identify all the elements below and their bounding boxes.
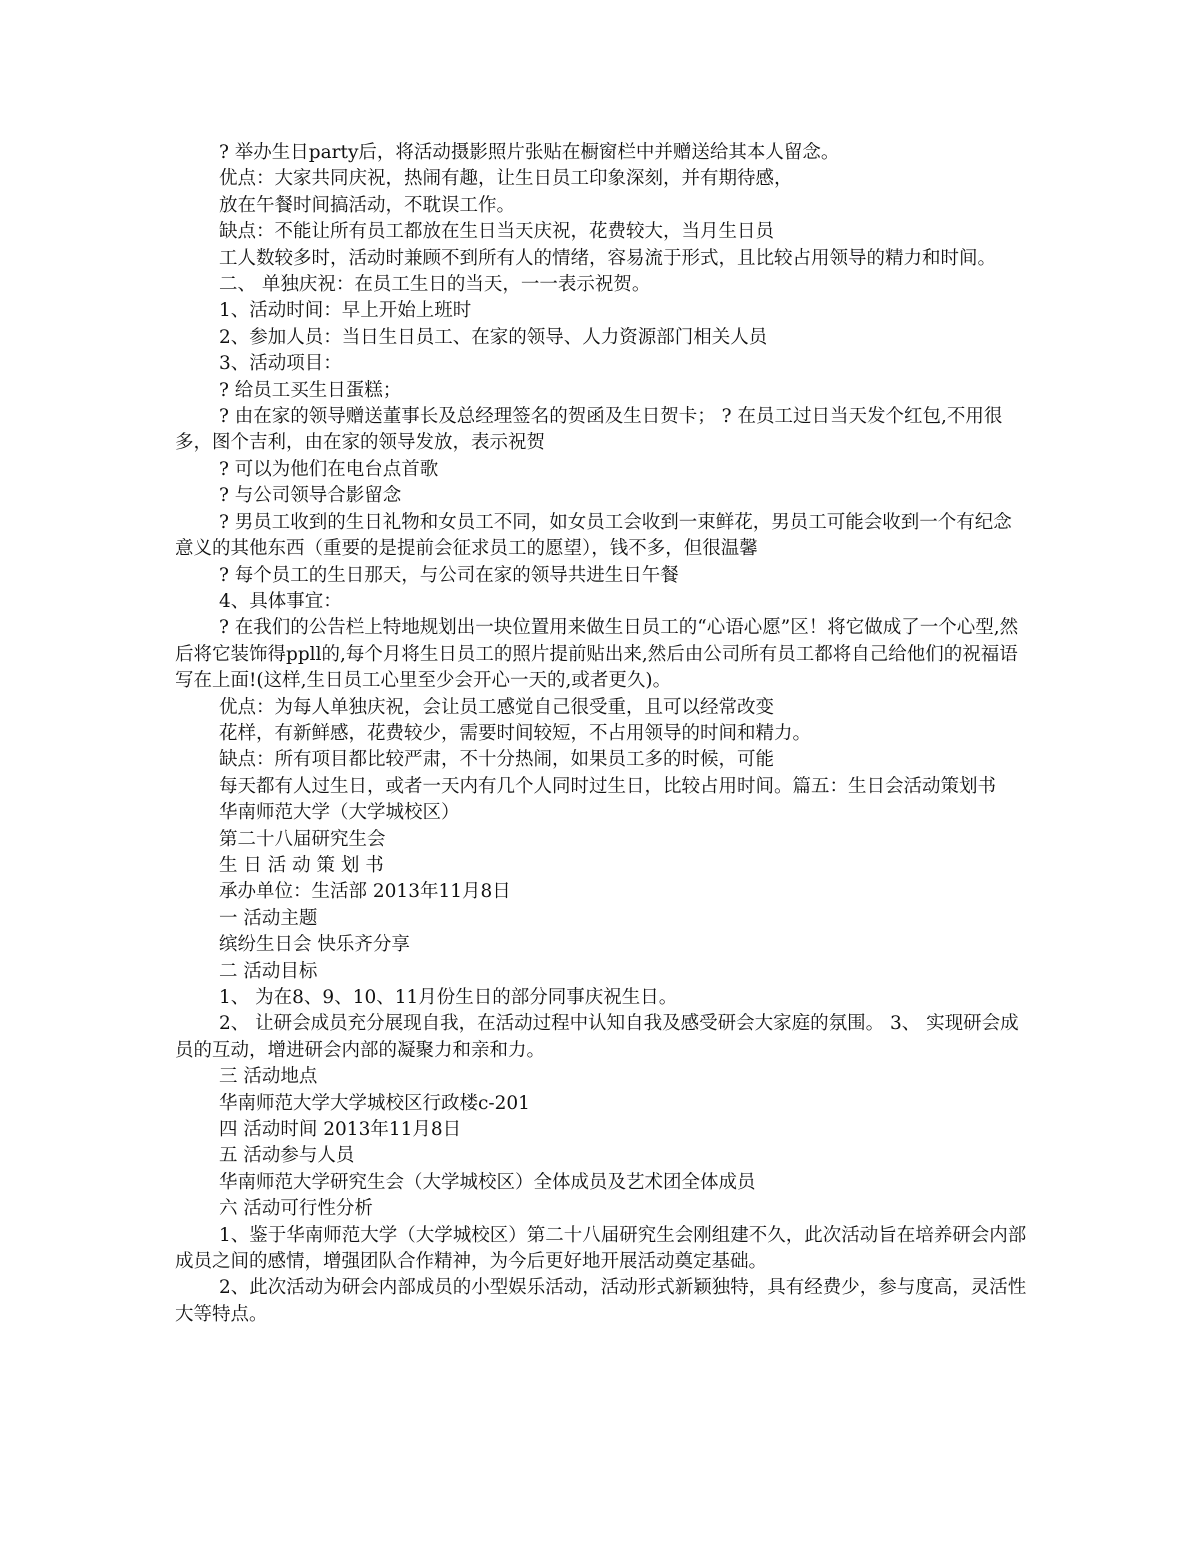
doc-title: 生 日 活 动 策 划 书 bbox=[219, 854, 384, 876]
section-heading: 三 活动地点 bbox=[219, 1066, 318, 1088]
paragraph: 华南师范大学研究生会（大学城校区）全体成员及艺术团全体成员 bbox=[219, 1171, 756, 1193]
doc-org-subtitle: 第二十八届研究生会 bbox=[219, 828, 386, 850]
list-item: ? 与公司领导合影留念 bbox=[219, 485, 402, 507]
section-heading: 二、 单独庆祝：在员工生日的当天，一一表示祝贺。 bbox=[219, 274, 651, 296]
list-item: ? 在我们的公告栏上特地规划出一块位置用来做生日员工的“心语心愿”区！将它做成了一个心型,然后将它装饰得ppll的,每个月将生日员工的照片提前贴出来,然后由公司所有员工都将自己给他们的祝福语写在上面!(这样,生日员工心里至少会开心一天的,或者更久)。 bbox=[175, 617, 1019, 692]
paragraph: 工人数较多时，活动时兼顾不到所有人的情绪，容易流于形式，且比较占用领导的精力和时间。 bbox=[219, 247, 997, 269]
section-heading: 六 活动可行性分析 bbox=[219, 1198, 373, 1220]
paragraph: 2、 让研会成员充分展现自我，在活动过程中认知自我及感受研会大家庭的氛围。 3、 实现研会成员的互动，增进研会内部的凝聚力和亲和力。 bbox=[175, 1013, 1019, 1061]
paragraph: 花样，有新鲜感，花费较少，需要时间较短，不占用领导的时间和精力。 bbox=[219, 722, 812, 744]
list-item: ? 可以为他们在电台点首歌 bbox=[219, 458, 439, 480]
paragraph: 缺点：不能让所有员工都放在生日当天庆祝，花费较大，当月生日员 bbox=[219, 221, 775, 243]
section-heading: 一 活动主题 bbox=[219, 907, 318, 929]
document-body bbox=[175, 140, 1030, 1328]
paragraph: 2、此次活动为研会内部成员的小型娱乐活动，活动形式新颖独特，具有经费少，参与度高，灵活性大等特点。 bbox=[175, 1277, 1027, 1325]
paragraph: 1、鉴于华南师范大学（大学城校区）第二十八届研究生会刚组建不久，此次活动旨在培养研会内部成员之间的感情，增强团队合作精神，为今后更好地开展活动奠定基础。 bbox=[175, 1224, 1027, 1273]
paragraph: 3、活动项目： bbox=[219, 353, 342, 375]
paragraph: 4、具体事宜： bbox=[219, 590, 342, 612]
list-item: ? 每个员工的生日那天，与公司在家的领导共进生日午餐 bbox=[219, 564, 679, 586]
paragraph: 缺点：所有项目都比较严肃，不十分热闹，如果员工多的时候，可能 bbox=[219, 749, 775, 771]
paragraph: 缤纷生日会 快乐齐分享 bbox=[219, 934, 410, 956]
paragraph: 1、 为在8、9、10、11月份生日的部分同事庆祝生日。 bbox=[219, 987, 678, 1008]
paragraph: 优点：为每人单独庆祝，会让员工感觉自己很受重，且可以经常改变 bbox=[219, 696, 775, 718]
paragraph: 放在午餐时间搞活动，不耽误工作。 bbox=[219, 194, 516, 216]
paragraph: 1、活动时间：早上开始上班时 bbox=[219, 300, 472, 322]
section-heading: 四 活动时间 2013年11月8日 bbox=[219, 1119, 462, 1141]
doc-org-title: 华南师范大学（大学城校区） bbox=[219, 802, 460, 824]
section-heading: 五 活动参与人员 bbox=[219, 1145, 355, 1167]
paragraph: 每天都有人过生日，或者一天内有几个人同时过生日，比较占用时间。篇五：生日会活动策划书 bbox=[219, 775, 997, 797]
paragraph: 优点：大家共同庆祝，热闹有趣，让生日员工印象深刻，并有期待感， bbox=[219, 168, 793, 190]
list-item: ? 由在家的领导赠送董事长及总经理签名的贺函及生日贺卡； ? 在员工过日当天发个红包,不用很多，图个吉利，由在家的领导发放，表示祝贺 bbox=[175, 406, 1003, 454]
doc-organizer-date: 承办单位：生活部 2013年11月8日 bbox=[219, 881, 511, 903]
paragraph: ? 举办生日party后，将活动摄影照片张贴在橱窗栏中并赠送给其本人留念。 bbox=[219, 142, 840, 163]
list-item: ? 给员工买生日蛋糕； bbox=[219, 379, 402, 401]
section-heading: 二 活动目标 bbox=[219, 960, 318, 982]
paragraph: 2、参加人员：当日生日员工、在家的领导、人力资源部门相关人员 bbox=[219, 326, 768, 348]
paragraph: 华南师范大学大学城校区行政楼c-201 bbox=[219, 1092, 530, 1114]
list-item: ? 男员工收到的生日礼物和女员工不同，如女员工会收到一束鲜花，男员工可能会收到一个有纪念意义的其他东西（重要的是提前会征求员工的愿望），钱不多，但很温馨 bbox=[175, 511, 1012, 560]
